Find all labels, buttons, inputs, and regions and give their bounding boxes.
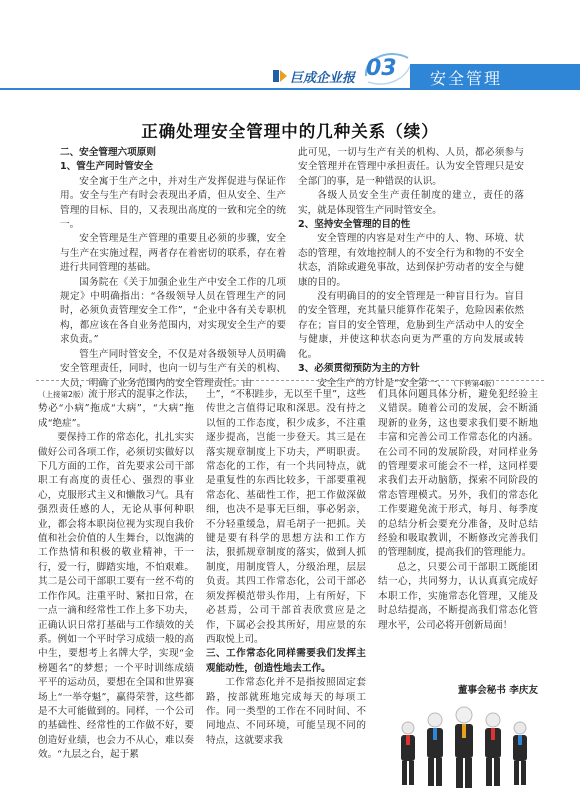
article-column-right (298, 146, 524, 391)
section-heading: 2、坚持安全管理的目的性 (298, 219, 411, 231)
bottom-column-3 (378, 388, 538, 633)
paragraph: 国务院在《关于加强企业生产中安全工作的几项规定》中明确指出：“各级领导人员在管理生产的同时，必须负责管理安全工作”，“企业中各有关专职机构，都应该在各自业务范围内，对实现安全生产的要求负责。” (60, 276, 286, 346)
article-column-left (60, 146, 286, 391)
paragraph: 们具体问题具体分析，避免犯经验主义错误。随着公司的发展，会不断涌现新的业务，这也要求我们要不断地丰富和完善公司工作常态化的内涵。在公司不同的发展阶段，对同样业务的管理要求可能会不一样，这同样要求我们去开动脑筋，探索不同阶段的常态管理模式。另外，我们的常态化工作要避免流于形式，每月、每季度的总结分析会要充分准备，及时总结经验和吸取教训，不断修改完善我们的管理制度，提高我们的管理能力。 (378, 389, 538, 559)
paragraph: 工作常态化并不是指按照固定套路，按部就班地完成每天的每项工作。同一类型的工作在不同时间、不同地点、不同环境，可能呈现不同的特点，这就要求我 (206, 677, 366, 746)
business-people-illustration (390, 700, 550, 792)
paragraph: 总之，只要公司干部职工既能团结一心，共同努力，认认真真完成好本职工作，实施常态化管理，又能及时总结提高，不断提高我们常态化管理水平，公司必将开创新局面！ (378, 561, 538, 631)
section-heading: 3、必须贯彻预防为主的方针 (298, 363, 420, 375)
continued-from-tag: （上接第2版） (38, 390, 89, 399)
paragraph: 安全生产的方针是“安全第一、 （下转第4版） (317, 377, 499, 389)
paragraph: 土”，“不积跬步，无以至千里”，这些传世之言值得记取和深思。没有持之以恒的工作态度，积少成多，不注重逐步提高，岂能一步登天。其三是在落实规章制度上下功夫，严明职责。常态化的工作，有一个共同特点，就是重复性的东西比较多，干部要重视常态化、基础性工作，把工作做深做细，也决不是事无巨细，事必躬亲，不分轻重缓急，眉毛胡子一把抓。关键是要有科学的思想方法和工作方法，狠抓规章制度的落实，做到人抓制度，用制度管人，分级治理，层层负责。其四工作常态化，公司干部必须发挥模范带头作用，上有所好，下必甚焉，公司干部首表欣赏应是之作，下属必会投其所好，用应景的东西取悦上司。 (206, 389, 366, 645)
section-title: 安全管理 (430, 69, 503, 88)
section-divider (36, 380, 544, 381)
paragraph: 管生产同时管安全，不仅是对各级领导人员明确安全管理责任，同时，也向一切与生产有关的机构、人员，明确了业务范围内的安全管理责任。由 (60, 348, 286, 389)
newspaper-logo: 巨成企业报 (290, 71, 356, 86)
bottom-column-1 (38, 388, 194, 763)
paragraph: 各级人员安全生产责任制度的建立，责任的落实，就是体现管生产同时管安全。 (298, 190, 524, 216)
section-heading: 三、工作常态化同样需要我们发挥主观能动性，创造性地去工作。 (206, 648, 366, 674)
author-signature: 董事会秘书 李庆友 (457, 685, 538, 696)
article-title: 正确处理安全管理中的几种关系（续） (141, 122, 439, 141)
section-heading: 1、管生产同时管安全 (60, 161, 154, 173)
continued-text: 流于形式的混事之作法，势必“小病”拖成“大病”，“大病”拖成“绝症”。 (38, 389, 194, 429)
header-rule (0, 88, 580, 90)
paragraph: 安全管理是生产管理的重要且必须的步骤，安全与生产在实施过程，两者存在着密切的联系，存在着进行共同管理的基础。 (60, 233, 286, 274)
continued-paragraph (38, 388, 194, 431)
page-number: 03 (366, 56, 397, 81)
paragraph: 此可见，一切与生产有关的机构、人员，都必须参与安全管理并在管理中承担责任。认为安全管理只是安全部门的事，是一种错误的认识。 (298, 147, 524, 187)
page-header (0, 58, 580, 90)
paragraph: 安全管理的内容是对生产中的人、物、环境、状态的管理，有效地控制人的不安全行为和物的不安全状态，消除或避免事故，达到保护劳动者的安全与健康的目的。 (298, 233, 524, 288)
paragraph: 要保持工作的常态化，扎扎实实做好公司各项工作，必须切实做好以下几方面的工作，首先要求公司干部职工有高度的责任心、强烈的事业心，克服形式主义和懒散习气。具有强烈责任感的人，无论从事何种职业，都会将本职岗位视为实现自我价值和社会价值的人生舞台，以饱满的工作热情和积极的敬业精神，干一行，爱一行，脚踏实地，不怕艰难。其二是公司干部职工要有一丝不苟的工作作风。注重平时、紧扣日常，在一点一滴和经常性工作上多下功夫，正确认识日常打基础与工作绩效的关系。例如一个平时学习成绩一般的高中生，要想考上名牌大学，实现“金榜题名”的梦想；一个平时训练成绩平平的运动员，要想在全国和世界赛场上“一举夺魁”，赢得荣誉，这些都是不大可能做到的。同样，一个公司的基础性、经常性的工作做不好，要创造好业绩，也会力不从心，难以奏效。“九层之台，起于累 (38, 432, 194, 761)
logo-icon (272, 68, 288, 84)
bottom-column-2 (206, 388, 366, 748)
section-heading: 二、安全管理六项原则 (60, 147, 156, 158)
continued-on-tag: （下转第4版） (446, 378, 499, 388)
paragraph: 安全寓于生产之中，并对生产发挥促进与保证作用。安全与生产有时会表现出矛盾，但从安全、生产管理的目标、目的，又表现出高度的一致和完全的统一。 (60, 175, 286, 231)
paragraph: 没有明确目的的安全管理是一种盲目行为。盲目的安全管理，充其量只能算作花架子，危险因素依然存在；盲目的安全管理，危胁到生产活动中人的安全与健康，并使这种状态向更为严重的方向发展或转化。 (298, 291, 524, 360)
